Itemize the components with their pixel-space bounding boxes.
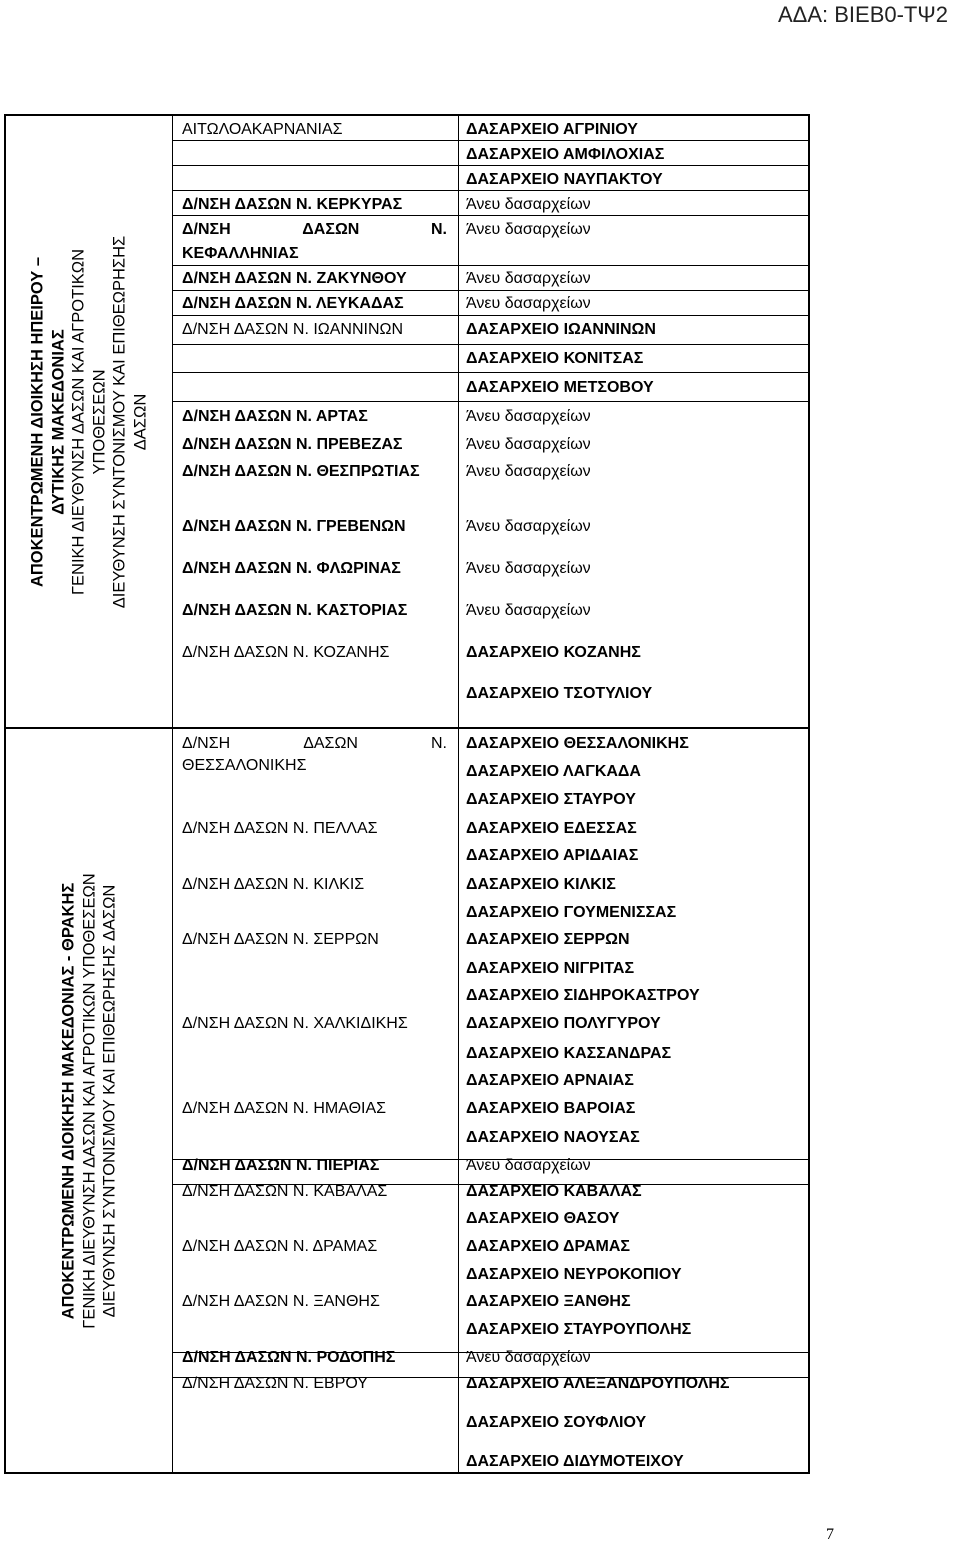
office-stavroupolis: ΔΑΣΑΡΧΕΙΟ ΣΤΑΥΡΟΥΠΟΛΗΣ (466, 1321, 692, 1338)
directorate-grevenon: Δ/ΝΣΗ ΔΑΣΩΝ Ν. ΓΡΕΒΕΝΩΝ (182, 518, 406, 535)
administration-label-macedonia (58, 873, 120, 1328)
directorate-evrou: Δ/ΝΣΗ ΔΑΣΩΝ Ν. ΕΒΡΟΥ (182, 1375, 368, 1392)
row-divider (172, 190, 808, 191)
office-lagkada: ΔΑΣΑΡΧΕΙΟ ΛΑΓΚΑΔΑ (466, 763, 641, 780)
ada-code: ΑΔΑ: ΒΙΕΒ0-ΤΨ2 (777, 2, 948, 27)
office-none: Άνευ δασαρχείων (466, 295, 591, 312)
office-none: Άνευ δασαρχείων (466, 463, 591, 480)
section-epirus (4, 114, 810, 729)
office-aridaias: ΔΑΣΑΡΧΕΙΟ ΑΡΙΔΑΙΑΣ (466, 847, 639, 864)
office-kassandras: ΔΑΣΑΡΧΕΙΟ ΚΑΣΣΑΝΔΡΑΣ (466, 1045, 672, 1062)
directorate-word: ΔΑΣΩΝ (302, 221, 360, 238)
office-none: Άνευ δασαρχείων (466, 408, 591, 425)
admin-line: ΥΠΟΘΕΣΕΩΝ (90, 368, 108, 475)
directorate-kefallinias-cont: ΚΕΦΑΛΛΗΝΙΑΣ (182, 245, 299, 262)
directorate-florinas: Δ/ΝΣΗ ΔΑΣΩΝ Ν. ΦΛΩΡΙΝΑΣ (182, 560, 401, 577)
page-number: 7 (826, 1526, 834, 1543)
section-macedonia-thrace (4, 727, 810, 1474)
directorate-aitoloakarnanias: ΑΙΤΩΛΟΑΚΑΡΝΑΝΙΑΣ (182, 121, 343, 138)
office-thasou: ΔΑΣΑΡΧΕΙΟ ΘΑΣΟΥ (466, 1210, 620, 1227)
office-none: Άνευ δασαρχείων (466, 221, 591, 238)
office-nigritas: ΔΑΣΑΡΧΕΙΟ ΝΙΓΡΙΤΑΣ (466, 960, 635, 977)
directorate-kilkis: Δ/ΝΣΗ ΔΑΣΩΝ Ν. ΚΙΛΚΙΣ (182, 876, 365, 893)
directorate-pellas: Δ/ΝΣΗ ΔΑΣΩΝ Ν. ΠΕΛΛΑΣ (182, 820, 378, 837)
office-arnaias: ΔΑΣΑΡΧΕΙΟ ΑΡΝΑΙΑΣ (466, 1072, 634, 1089)
directorate-word: Ν. (431, 735, 447, 752)
office-stavrou: ΔΑΣΑΡΧΕΙΟ ΣΤΑΥΡΟΥ (466, 791, 636, 808)
directorate-ioanninon: Δ/ΝΣΗ ΔΑΣΩΝ Ν. ΙΩΑΝΝΙΝΩΝ (182, 321, 404, 338)
admin-line: ΓΕΝΙΚΗ ΔΙΕΥΘΥΝΣΗ ΔΑΣΩΝ ΚΑΙ ΑΓΡΟΤΙΚΩΝ (69, 248, 88, 595)
office-none: Άνευ δασαρχείων (466, 1157, 591, 1174)
directorate-pierias: Δ/ΝΣΗ ΔΑΣΩΝ Ν. ΠΙΕΡΙΑΣ (182, 1157, 380, 1174)
directorate-dramas: Δ/ΝΣΗ ΔΑΣΩΝ Ν. ΔΡΑΜΑΣ (182, 1238, 378, 1255)
office-goumenissas: ΔΑΣΑΡΧΕΙΟ ΓΟΥΜΕΝΙΣΣΑΣ (466, 904, 677, 921)
directorate-word: Δ/ΝΣΗ (182, 735, 231, 752)
admin-line: ΔΙΕΥΘΥΝΣΗ ΣΥΝΤΟΝΙΣΜΟΥ ΚΑΙ ΕΠΙΘΕΩΡΗΣΗΣ (110, 235, 129, 608)
office-serron: ΔΑΣΑΡΧΕΙΟ ΣΕΡΡΩΝ (466, 931, 630, 948)
office-none: Άνευ δασαρχείων (466, 1349, 591, 1366)
office-kavalas: ΔΑΣΑΡΧΕΙΟ ΚΑΒΑΛΑΣ (466, 1183, 642, 1200)
administration-cell-macedonia (6, 729, 173, 1472)
office-dramas: ΔΑΣΑΡΧΕΙΟ ΔΡΑΜΑΣ (466, 1238, 630, 1255)
admin-line: ΑΠΟΚΕΝΤΡΩΜΕΝΗ ΔΙΟΙΚΗΣΗ ΜΑΚΕΔΟΝΙΑΣ - ΘΡΑΚΗΣ (59, 882, 78, 1319)
office-none: Άνευ δασαρχείων (466, 196, 591, 213)
directorate-kastorias: Δ/ΝΣΗ ΔΑΣΩΝ Ν. ΚΑΣΤΟΡΙΑΣ (182, 602, 408, 619)
directorate-kefallinias (182, 220, 447, 240)
admin-line: ΔΥΤΙΚΗΣ ΜΑΚΕΔΟΝΙΑΣ (49, 328, 67, 515)
office-naousas: ΔΑΣΑΡΧΕΙΟ ΝΑΟΥΣΑΣ (466, 1129, 640, 1146)
directorate-zakynthou: Δ/ΝΣΗ ΔΑΣΩΝ Ν. ΖΑΚΥΝΘΟΥ (182, 270, 407, 287)
office-soufliou: ΔΑΣΑΡΧΕΙΟ ΣΟΥΦΛΙΟΥ (466, 1414, 647, 1431)
admin-line: ΔΙΕΥΘΥΝΣΗ ΣΥΝΤΟΝΙΣΜΟΥ ΚΑΙ ΕΠΙΘΕΩΡΗΣΗΣ ΔΑΣΩΝ (100, 884, 119, 1317)
directorate-kavalas: Δ/ΝΣΗ ΔΑΣΩΝ Ν. ΚΑΒΑΛΑΣ (182, 1183, 388, 1200)
row-divider (172, 265, 808, 266)
row-divider (172, 215, 808, 216)
office-veroias: ΔΑΣΑΡΧΕΙΟ ΒΑΡΟΙΑΣ (466, 1100, 636, 1117)
office-metsovou: ΔΑΣΑΡΧΕΙΟ ΜΕΤΣΟΒΟΥ (466, 379, 654, 396)
office-polygyrou: ΔΑΣΑΡΧΕΙΟ ΠΟΛΥΓΥΡΟΥ (466, 1015, 661, 1032)
office-nevrokopiou: ΔΑΣΑΡΧΕΙΟ ΝΕΥΡΟΚΟΠΙΟΥ (466, 1266, 682, 1283)
directorate-word: ΔΑΣΩΝ (303, 735, 358, 752)
office-konitsas: ΔΑΣΑΡΧΕΙΟ ΚΟΝΙΤΣΑΣ (466, 350, 644, 367)
office-edessas: ΔΑΣΑΡΧΕΙΟ ΕΔΕΣΣΑΣ (466, 820, 637, 837)
directorate-word: Δ/ΝΣΗ (182, 221, 231, 238)
row-divider (172, 372, 808, 373)
admin-line: ΑΠΟΚΕΝΤΡΩΜΕΝΗ ΔΙΟΙΚΗΣΗ ΗΠΕΙΡΟΥ – (28, 256, 47, 587)
directorate-thesprotias: Δ/ΝΣΗ ΔΑΣΩΝ Ν. ΘΕΣΠΡΩΤΙΑΣ (182, 463, 420, 480)
row-divider (172, 344, 808, 345)
row-divider (172, 290, 808, 291)
directorate-word: Ν. (430, 221, 447, 238)
office-agriniou: ΔΑΣΑΡΧΕΙΟ ΑΓΡΙΝΙΟΥ (466, 121, 638, 138)
office-ioanninon: ΔΑΣΑΡΧΕΙΟ ΙΩΑΝΝΙΝΩΝ (466, 321, 656, 338)
directorate-kozanis: Δ/ΝΣΗ ΔΑΣΩΝ Ν. ΚΟΖΑΝΗΣ (182, 644, 390, 661)
directorate-rodopis: Δ/ΝΣΗ ΔΑΣΩΝ Ν. ΡΟΔΟΠΗΣ (182, 1349, 396, 1366)
column-divider (458, 116, 459, 727)
office-amfilochias: ΔΑΣΑΡΧΕΙΟ ΑΜΦΙΛΟΧΙΑΣ (466, 146, 665, 163)
directorate-thessalonikis-cont: ΘΕΣΣΑΛΟΝΙΚΗΣ (182, 757, 307, 774)
office-didymoteichou: ΔΑΣΑΡΧΕΙΟ ΔΙΔΥΜΟΤΕΙΧΟΥ (466, 1453, 684, 1470)
office-nafpaktou: ΔΑΣΑΡΧΕΙΟ ΝΑΥΠΑΚΤΟΥ (466, 171, 663, 188)
admin-line: ΓΕΝΙΚΗ ΔΙΕΥΘΥΝΣΗ ΔΑΣΩΝ ΚΑΙ ΑΓΡΟΤΙΚΩΝ ΥΠΟΘΕΣΕΩΝ (79, 872, 98, 1329)
directorate-imathias: Δ/ΝΣΗ ΔΑΣΩΝ Ν. ΗΜΑΘΙΑΣ (182, 1100, 387, 1117)
directorate-xanthis: Δ/ΝΣΗ ΔΑΣΩΝ Ν. ΞΑΝΘΗΣ (182, 1293, 380, 1310)
office-xanthis: ΔΑΣΑΡΧΕΙΟ ΞΑΝΘΗΣ (466, 1293, 631, 1310)
row-divider (172, 140, 808, 141)
directorate-thessalonikis (182, 734, 447, 754)
office-tsotyliou: ΔΑΣΑΡΧΕΙΟ ΤΣΟΤΥΛΙΟΥ (466, 685, 653, 702)
office-none: Άνευ δασαρχείων (466, 560, 591, 577)
directorate-lefkadas: Δ/ΝΣΗ ΔΑΣΩΝ Ν. ΛΕΥΚΑΔΑΣ (182, 295, 404, 312)
directorate-artas: Δ/ΝΣΗ ΔΑΣΩΝ Ν. ΑΡΤΑΣ (182, 408, 368, 425)
column-divider (458, 729, 459, 1472)
directorate-kerkyras: Δ/ΝΣΗ ΔΑΣΩΝ Ν. ΚΕΡΚΥΡΑΣ (182, 196, 403, 213)
office-thessalonikis: ΔΑΣΑΡΧΕΙΟ ΘΕΣΣΑΛΟΝΙΚΗΣ (466, 735, 689, 752)
office-sidirokastrou: ΔΑΣΑΡΧΕΙΟ ΣΙΔΗΡΟΚΑΣΤΡΟΥ (466, 987, 700, 1004)
directorate-prevezas: Δ/ΝΣΗ ΔΑΣΩΝ Ν. ΠΡΕΒΕΖΑΣ (182, 436, 403, 453)
office-alexandroupolis: ΔΑΣΑΡΧΕΙΟ ΑΛΕΞΑΝΔΡΟΥΠΟΛΗΣ (466, 1375, 730, 1392)
row-divider (172, 315, 808, 316)
office-kozanis: ΔΑΣΑΡΧΕΙΟ ΚΟΖΑΝΗΣ (466, 644, 641, 661)
office-none: Άνευ δασαρχείων (466, 270, 591, 287)
directorate-serron: Δ/ΝΣΗ ΔΑΣΩΝ Ν. ΣΕΡΡΩΝ (182, 931, 379, 948)
office-none: Άνευ δασαρχείων (466, 436, 591, 453)
office-none: Άνευ δασαρχείων (466, 602, 591, 619)
row-divider (172, 165, 808, 166)
office-kilkis: ΔΑΣΑΡΧΕΙΟ ΚΙΛΚΙΣ (466, 876, 616, 893)
administration-label-epirus (28, 235, 151, 607)
row-divider (172, 401, 808, 402)
administration-cell-epirus (6, 116, 173, 727)
directorate-chalkidikis: Δ/ΝΣΗ ΔΑΣΩΝ Ν. ΧΑΛΚΙΔΙΚΗΣ (182, 1015, 408, 1032)
admin-line: ΔΑΣΩΝ (131, 393, 149, 450)
office-none: Άνευ δασαρχείων (466, 518, 591, 535)
